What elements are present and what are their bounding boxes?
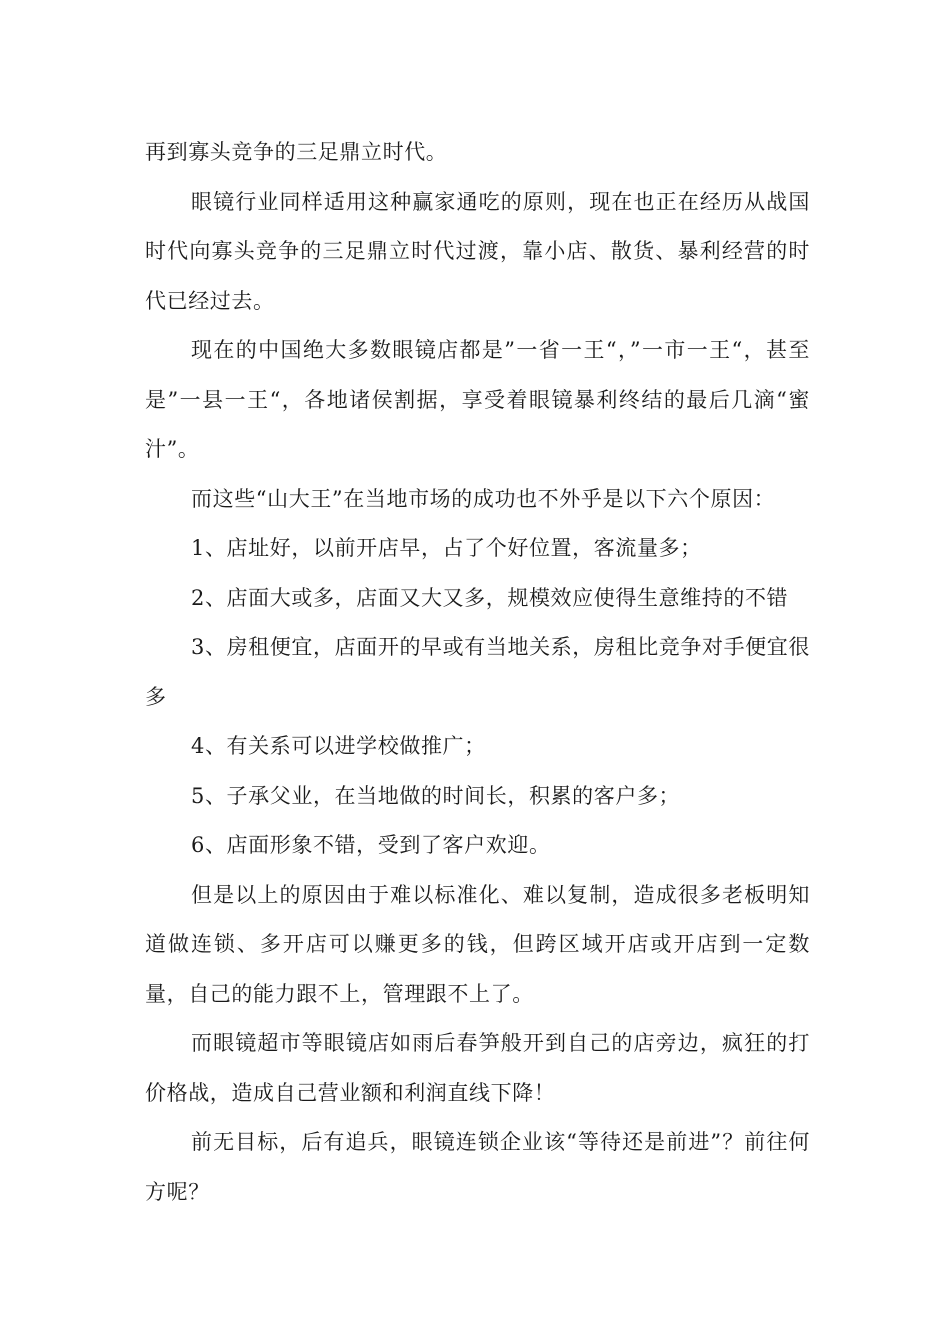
list-item-reason-1: 1、店址好，以前开店早，占了个好位置，客流量多；	[191, 536, 702, 560]
paragraph-continuation: 再到寡头竞争的三足鼎立时代。	[145, 140, 448, 164]
list-item-reason-5: 5、子承父业，在当地做的时间长，积累的客户多；	[191, 783, 681, 808]
paragraph-industry-winner-takes-all: 眼镜行业同样适用这种赢家通吃的原则，现在也正在经历从战国时代向寡头竞争的三足鼎立时代过渡，靠小店、散货、暴利经营的时代已经过去。	[145, 189, 810, 313]
list-item-reason-6: 6、店面形象不错，受到了客户欢迎。	[191, 833, 551, 857]
document-body	[145, 128, 810, 1217]
paragraph-six-reasons-intro: 而这些“山大王”在当地市场的成功也不外乎是以下六个原因：	[191, 486, 776, 511]
list-item-reason-2: 2、店面大或多，店面又大又多，规模效应使得生意维持的不错	[191, 585, 789, 610]
paragraph-hard-to-replicate: 但是以上的原因由于难以标准化、难以复制，造成很多老板明知道做连锁、多开店可以赚更多的钱，但跨区域开店或开店到一定数量，自己的能力跟不上，管理跟不上了。	[145, 882, 810, 1006]
paragraph-regional-kings: 现在的中国绝大多数眼镜店都是”一省一王“，”一市一王“，甚至是”一县一王“，各地诸侯割据，享受着眼镜暴利终结的最后几滴“蜜汁”。	[145, 338, 810, 461]
list-item-reason-3: 3、房租便宜，店面开的早或有当地关系，房租比竞争对手便宜很多	[145, 635, 810, 709]
paragraph-price-war: 而眼镜超市等眼镜店如雨后春笋般开到自己的店旁边，疯狂的打价格战，造成自己营业额和利润直线下降！	[145, 1031, 810, 1105]
list-item-reason-4: 4、有关系可以进学校做推广；	[191, 734, 486, 758]
paragraph-closing-question: 前无目标，后有追兵，眼镜连锁企业该“等待还是前进”？前往何方呢？	[145, 1130, 810, 1204]
